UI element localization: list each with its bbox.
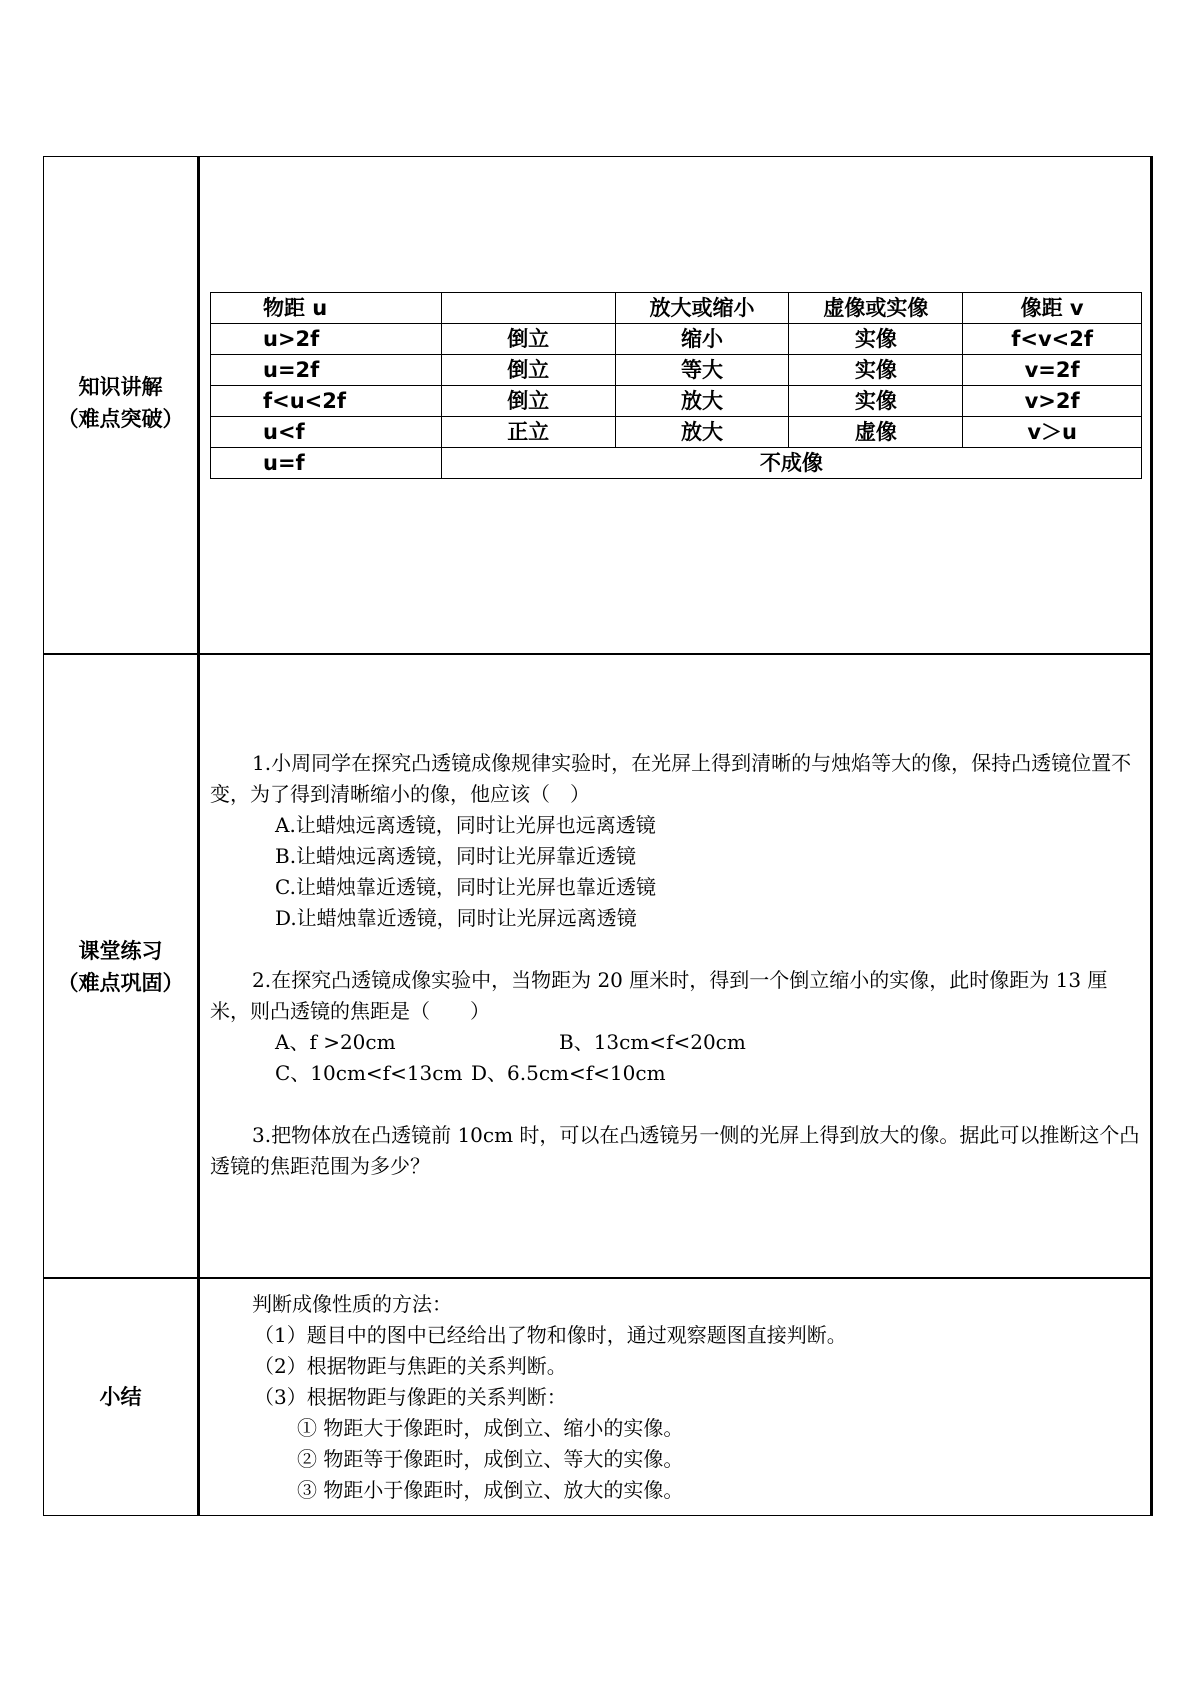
table-row [211,324,1142,355]
header-cell: 物距 u [211,293,442,324]
q2-option-a: A、f >20cm [275,1030,396,1054]
q1-option-b: B.让蜡烛远离透镜，同时让光屏靠近透镜 [275,844,637,868]
table-row [211,386,1142,417]
table-cell: 倒立 [441,324,615,355]
table-cell: 放大 [615,386,789,417]
row-divider [44,1277,1150,1279]
table-cell-merged: 不成像 [441,448,1141,479]
label-line: （难点突破） [57,407,184,431]
table-cell: v＞u [963,417,1142,448]
summary-title: 判断成像性质的方法： [252,1292,452,1316]
header-cell: 虚像或实像 [789,293,963,324]
column-divider [197,157,200,1515]
table-cell: 放大 [615,417,789,448]
lesson-table [43,156,1153,1516]
summary-sub-2: ② 物距等于像距时，成倒立、等大的实像。 [297,1447,684,1471]
label-line: （难点巩固） [57,971,184,995]
table-cell: 实像 [789,386,963,417]
table-cell: u=2f [211,355,442,386]
table-cell: 虚像 [789,417,963,448]
table-cell: 正立 [441,417,615,448]
table-cell: 缩小 [615,324,789,355]
table-cell: u>2f [211,324,442,355]
table-row [211,355,1142,386]
table-row [211,417,1142,448]
header-cell: 像距 v [963,293,1142,324]
table-cell: 倒立 [441,355,615,386]
q2-option-b: B、13cm<f<20cm [559,1030,746,1054]
table-cell: u=f [211,448,442,479]
header-cell [441,293,615,324]
table-cell: 倒立 [441,386,615,417]
label-line: 课堂练习 [78,939,163,963]
header-cell: 放大或缩小 [615,293,789,324]
table-cell: 实像 [789,355,963,386]
table-cell: v=2f [963,355,1142,386]
table-cell: v>2f [963,386,1142,417]
table-cell: 等大 [615,355,789,386]
table-cell: u<f [211,417,442,448]
table-cell: f<v<2f [963,324,1142,355]
label-line: 小结 [99,1385,142,1409]
table-header-row [211,293,1142,324]
summary-line-2: （2）根据物距与焦距的关系判断。 [254,1354,567,1378]
question-3-stem: 3.把物体放在凸透镜前 10cm 时，可以在凸透镜另一侧的光屏上得到放大的像。据此可以推断这个凸透镜的焦距范围为多少？ [210,1123,1140,1178]
summary-sub-3: ③ 物距小于像距时，成倒立、放大的实像。 [297,1478,684,1502]
imaging-rules-table [210,292,1142,479]
table-cell: 实像 [789,324,963,355]
section-label-practice [44,935,197,999]
summary-line-3: （3）根据物距与像距的关系判断： [254,1385,567,1409]
label-line: 知识讲解 [78,375,163,399]
section-label-knowledge [44,371,197,435]
q1-option-c: C.让蜡烛靠近透镜，同时让光屏也靠近透镜 [275,875,656,899]
q2-option-c: C、10cm<f<13cm [275,1061,463,1085]
section-label-summary [44,1381,197,1413]
question-1-stem: 1.小周同学在探究凸透镜成像规律实验时，在光屏上得到清晰的与烛焰等大的像，保持凸透镜位置不变，为了得到清晰缩小的像，他应该（ ） [210,751,1132,806]
table-cell: f<u<2f [211,386,442,417]
summary-sub-1: ① 物距大于像距时，成倒立、缩小的实像。 [297,1416,684,1440]
q2-option-d: D、6.5cm<f<10cm [471,1061,666,1085]
table-row [211,448,1142,479]
row-divider [44,653,1150,655]
question-2-stem: 2.在探究凸透镜成像实验中，当物距为 20 厘米时，得到一个倒立缩小的实像，此时像距为 13 厘米，则凸透镜的焦距是（ ） [210,968,1108,1023]
q1-option-a: A.让蜡烛远离透镜，同时让光屏也远离透镜 [275,813,656,837]
summary-line-1: （1）题目中的图中已经给出了物和像时，通过观察题图直接判断。 [254,1323,847,1347]
q1-option-d: D.让蜡烛靠近透镜，同时让光屏远离透镜 [275,906,637,930]
